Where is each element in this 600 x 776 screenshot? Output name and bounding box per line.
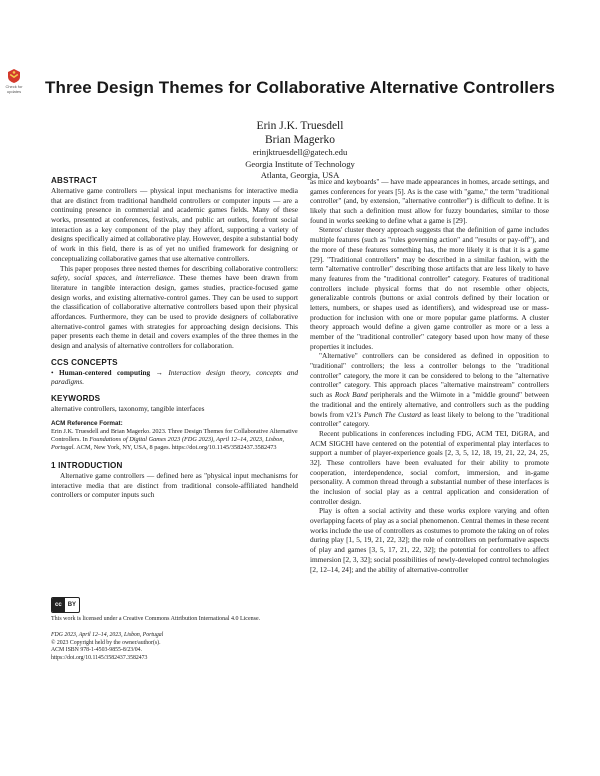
reference-venue: Foundations of Digital Games 2023 (FDG 2023), April 12–14, 2023, Lisbon, Portugal. bbox=[51, 435, 285, 451]
check-for-updates-icon bbox=[7, 68, 21, 84]
footer-isbn: ACM ISBN 978-1-4503-9855-8/23/04. bbox=[51, 647, 142, 654]
ccs-strong: Human-centered computing bbox=[58, 367, 151, 377]
reference-heading: ACM Reference Format: bbox=[51, 419, 123, 427]
term-safety: safety bbox=[51, 273, 69, 283]
abstract-paragraph-1: Alternative game controllers — physical input mechanisms for interactive media that are distinct from traditional handheld controllers or computer inputs — are a continuing presence in commercial and academic games fields. Many of these works, presented at conferences, festivals, and public art outlets, forefront social interaction as a key component of the play they afford, supporting a variety of designs specifically aimed at collaborative play. However, despite a substantial body of work in this field, there is as of yet no unified framework for designing or conceptualizing collaborative games that use alternative controllers. bbox=[51, 186, 298, 263]
footer-venue: FDG 2023, April 12–14, 2023, Lisbon, Portugal bbox=[51, 632, 164, 638]
author-name-2: Brian Magerko bbox=[265, 134, 335, 146]
title-punch-the-custard: Punch The Custard bbox=[363, 409, 422, 419]
paper-title: Three Design Themes for Collaborative Alternative Controllers bbox=[45, 78, 555, 97]
left-column bbox=[51, 175, 298, 500]
author-block bbox=[150, 119, 450, 182]
by-icon: BY bbox=[67, 602, 77, 608]
author-institution: Georgia Institute of Technology bbox=[245, 158, 355, 169]
keywords-text: alternative controllers, taxonomy, tangible interfaces bbox=[51, 403, 205, 413]
term-interreliance: interreliance bbox=[135, 273, 174, 283]
right-paragraph-3: "Alternative" controllers can be considered as defined in opposition to "traditional" controllers; the less a controller belongs to the "traditional controller" category, the more it can be considered to belong to the "alternative controller" category. This approach places "alternative mainstream" controllers such as Rock Band peripherals and the Wiimote in a "middle ground" between the traditional and the entirely alternative, and controllers such as the pudding bowls from v21's Punch The Custard as least likely to belong to the "traditional controller" category. bbox=[310, 351, 550, 429]
introduction-paragraph-1: Alternative game controllers — defined here as "physical input mechanisms for interactive media that are distinct from traditional console-affiliated handheld controllers or computer inputs such bbox=[51, 470, 298, 500]
copyright-footer bbox=[51, 632, 298, 662]
footer-doi[interactable]: https://doi.org/10.1145/3582437.3582473 bbox=[51, 654, 148, 661]
creative-commons-logo[interactable] bbox=[51, 597, 80, 613]
footer-copyright: © 2023 Copyright held by the owner/author(s). bbox=[51, 639, 161, 646]
introduction-heading: 1 INTRODUCTION bbox=[51, 460, 123, 470]
abstract-paragraph-2: This paper proposes three nested themes for describing collaborative controllers: safety, social spaces, and interreliance. These themes have been drawn from literature in tangible interaction design, games studies, practice-focused game design works, and existing alternative-control games. They can be used to support the classification of collaborative alternative controllers based upon their physical affordances. Furthermore, they can be used to provide designers of collaborative alternative-control games with strategies for approaching design decisions. This paper presents each theme in detail and covers examples of the three themes in the design and analysis of alternative controllers for collaboration. bbox=[51, 263, 298, 350]
author-location: Atlanta, Georgia, USA bbox=[260, 170, 340, 180]
right-column bbox=[310, 177, 549, 574]
check-for-updates-badge[interactable] bbox=[3, 68, 25, 94]
cc-icon: cc bbox=[52, 598, 65, 612]
ccs-concepts: • Human-centered computing → Interaction design theory, concepts and paradigms. bbox=[51, 367, 298, 387]
title-rock-band: Rock Band bbox=[334, 390, 368, 400]
reference-doi[interactable]: ACM, New York, NY, USA, 8 pages. https://doi.org/10.1145/3582437.3582473 bbox=[74, 443, 277, 451]
right-paragraph-1: as mice and keyboards" — have made appearances in homes, arcade settings, and games conferences for years [5]. As is the case with "game," the term "traditional controller" (and, by extension, "alternative controller") is difficult to define. It is likely that such a definition must allow for fuzzy boundaries, similar to those found in works seeking to define what a game is [29]. bbox=[310, 177, 549, 225]
author-name-1: Erin J.K. Truesdell bbox=[256, 120, 344, 132]
abstract-heading: ABSTRACT bbox=[51, 176, 98, 185]
right-paragraph-4: Recent publications in conferences including FDG, ACM TEI, DiGRA, and ACM SIGCHI have centered on the potential of experimental play interfaces to support a number of player-experience goals [2, 3, 5, 12, 18, 19, 21, 22, 24, 25, 32]. These controllers have been evaluated for their ability to promote cooperation, interdependence, social comfort, immersion, and in-game personality. A common thread through a substantial number of these interfaces is the inclusion of social play as a central application and consideration of controller design. bbox=[310, 428, 549, 506]
reference-format: Erin J.K. Truesdell and Brian Magerko. 2023. Three Design Themes for Collaborative Alternative Controllers. In Foundations of Digital Games 2023 (FDG 2023), April 12–14, 2023, Lisbon, Portugal. ACM, New York, NY, USA, 8 pages. https://doi.org/10.1145/3582437.3582473 bbox=[51, 427, 298, 451]
ccs-rest: Interaction design theory, concepts and paradigms. bbox=[51, 367, 298, 387]
term-social-spaces: social spaces bbox=[74, 273, 116, 283]
right-paragraph-2: Stenros' cluster theory approach suggests that the definition of game includes multiple features (such as "rules governing action" and "results or pay-off"), and the more of these features something has, the more likely it is that it is a game [29]. "Traditional controllers" may be described in a similar fashion, with the term "alternative controller" describing those artifacts that are less likely to have many features from the "traditional controller" category. Features of traditional controllers include physical forms that do not resemble other objects, generalizable controls (buttons or axial controls defined by their location or letters, numbers, or shapes used as identifiers), and widespread use or mass-production for inclusion with one or more popular game platforms. A cluster theory approach would define a given game controller as more or a less a member of the "traditional controller" category based upon how many of these properties it includes. bbox=[310, 225, 549, 351]
license-block bbox=[51, 593, 298, 623]
keywords-heading: KEYWORDS bbox=[51, 393, 101, 403]
ccs-heading: CCS CONCEPTS bbox=[51, 357, 118, 367]
badge-caption: Check for updates bbox=[5, 84, 23, 94]
license-text: This work is licensed under a Creative Commons Attribution International 4.0 License. bbox=[51, 616, 261, 622]
right-paragraph-5: Play is often a social activity and these works explore varying and often overlapping facets of play as a social phenomenon. Central themes in these recent works include the use of controllers as costumes to promote the taking on of roles during play [1, 5, 19, 21, 22, 32]; the role of controllers on performative aspects of play and games [3, 5, 17, 21, 22, 32]; the potential for controllers to affect immersion [2, 3, 32]; social possibilities of newly-developed control technologies [2, 12–14, 24]; and the ability of alternative-controller bbox=[310, 506, 549, 574]
author-email[interactable]: erinjktruesdell@gatech.edu bbox=[252, 147, 348, 157]
